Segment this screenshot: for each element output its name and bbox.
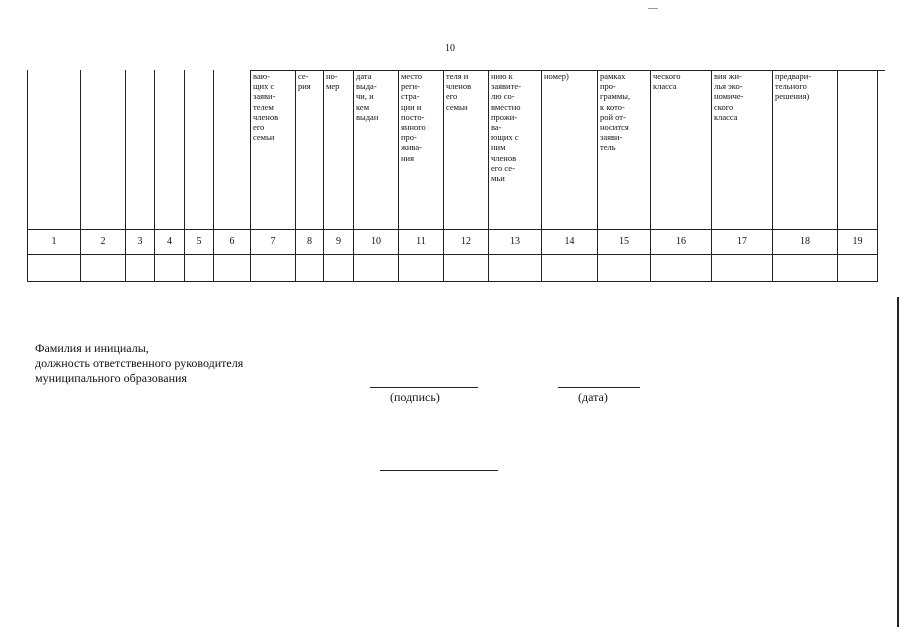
table-row: [28, 255, 878, 282]
header-cell-6: [214, 70, 251, 230]
header-cell-10: [354, 70, 399, 230]
header-cell-14: [542, 70, 598, 230]
header-text-17: вия жи- лья эко- номиче- ского класса: [714, 71, 744, 122]
empty-cell-6: [214, 255, 251, 282]
empty-cell-19: [838, 255, 878, 282]
header-cell-16: [651, 70, 712, 230]
header-cell-4: [155, 70, 185, 230]
empty-cell-13: [489, 255, 542, 282]
column-number-7: 7: [251, 230, 296, 255]
column-number-2: 2: [81, 230, 126, 255]
column-number-12: 12: [444, 230, 489, 255]
official-label-line1: Фамилия и инициалы,: [35, 341, 149, 355]
header-text-2: [83, 70, 123, 71]
empty-cell-14: [542, 255, 598, 282]
header-cell-2: [81, 70, 126, 230]
column-number-5: 5: [185, 230, 214, 255]
header-text-11: место реги- стра- ции и посто- янного про- жива- ния: [401, 71, 426, 163]
column-number-13: 13: [489, 230, 542, 255]
official-label: [35, 341, 243, 386]
header-cell-3: [126, 70, 155, 230]
header-cell-12: [444, 70, 489, 230]
page-edge: [897, 297, 899, 627]
signature-caption: (подпись): [390, 390, 440, 404]
header-text-9: но- мер: [326, 71, 340, 92]
empty-cell-15: [598, 255, 651, 282]
column-number-4: 4: [155, 230, 185, 255]
header-text-7: вaю- щих с заяви- телем членов его семьи: [253, 71, 279, 143]
empty-cell-4: [155, 255, 185, 282]
empty-cell-1: [28, 255, 81, 282]
header-cell-19: [838, 70, 878, 230]
column-number-17: 17: [712, 230, 773, 255]
header-text-14: номер): [544, 71, 569, 81]
empty-cell-9: [324, 255, 354, 282]
empty-cell-18: [773, 255, 838, 282]
header-cell-11: [399, 70, 444, 230]
table-header-row: [28, 70, 878, 230]
column-number-6: 6: [214, 230, 251, 255]
column-number-8: 8: [296, 230, 324, 255]
header-cell-1: [28, 70, 81, 230]
header-text-15: рамках про- граммы, к кото- рой от- носится заяви- тель: [600, 71, 631, 153]
column-number-16: 16: [651, 230, 712, 255]
header-text-18: предвари- тельного решения): [775, 71, 812, 102]
empty-cell-3: [126, 255, 155, 282]
header-cell-5: [185, 70, 214, 230]
header-text-5: [187, 70, 211, 71]
column-number-1: 1: [28, 230, 81, 255]
table-number-row: [28, 230, 878, 255]
empty-cell-11: [399, 255, 444, 282]
header-text-4: [157, 70, 182, 71]
header-text-12: теля и членов его семьи: [446, 71, 472, 112]
empty-cell-7: [251, 255, 296, 282]
column-number-3: 3: [126, 230, 155, 255]
header-text-13: нию к заявите- лю со- вместно прожи- ва- ющих с ним членов его се- мьи: [491, 71, 521, 184]
header-text-16: ческого класса: [653, 71, 681, 92]
header-cell-7: [251, 70, 296, 230]
date-caption: (дата): [578, 390, 608, 404]
column-number-14: 14: [542, 230, 598, 255]
stamp-line: [380, 470, 498, 471]
signature-line: [370, 387, 478, 388]
header-cell-8: [296, 70, 324, 230]
header-text-3: [128, 70, 152, 71]
empty-cell-12: [444, 255, 489, 282]
header-cell-9: [324, 70, 354, 230]
empty-cell-16: [651, 255, 712, 282]
official-label-line2: должность ответственного руководителя: [35, 356, 244, 370]
column-number-11: 11: [399, 230, 444, 255]
data-table: [27, 70, 878, 282]
header-text-8: се- рия: [298, 71, 311, 92]
empty-cell-10: [354, 255, 399, 282]
column-number-15: 15: [598, 230, 651, 255]
empty-cell-17: [712, 255, 773, 282]
header-cell-18: [773, 70, 838, 230]
header-cell-13: [489, 70, 542, 230]
date-line: [558, 387, 640, 388]
scan-mark: [648, 8, 658, 9]
empty-cell-5: [185, 255, 214, 282]
header-cell-17: [712, 70, 773, 230]
column-number-9: 9: [324, 230, 354, 255]
header-text-1: [30, 70, 78, 71]
official-label-line3: муниципального образования: [35, 371, 187, 385]
column-number-19: 19: [838, 230, 878, 255]
header-cell-15: [598, 70, 651, 230]
column-number-18: 18: [773, 230, 838, 255]
column-number-10: 10: [354, 230, 399, 255]
empty-cell-2: [81, 255, 126, 282]
header-text-6: [216, 70, 248, 71]
header-text-19: [840, 70, 875, 71]
empty-cell-8: [296, 255, 324, 282]
page-number: 10: [445, 43, 455, 54]
header-text-10: дата выда- чи, и кем выдан: [356, 71, 379, 122]
